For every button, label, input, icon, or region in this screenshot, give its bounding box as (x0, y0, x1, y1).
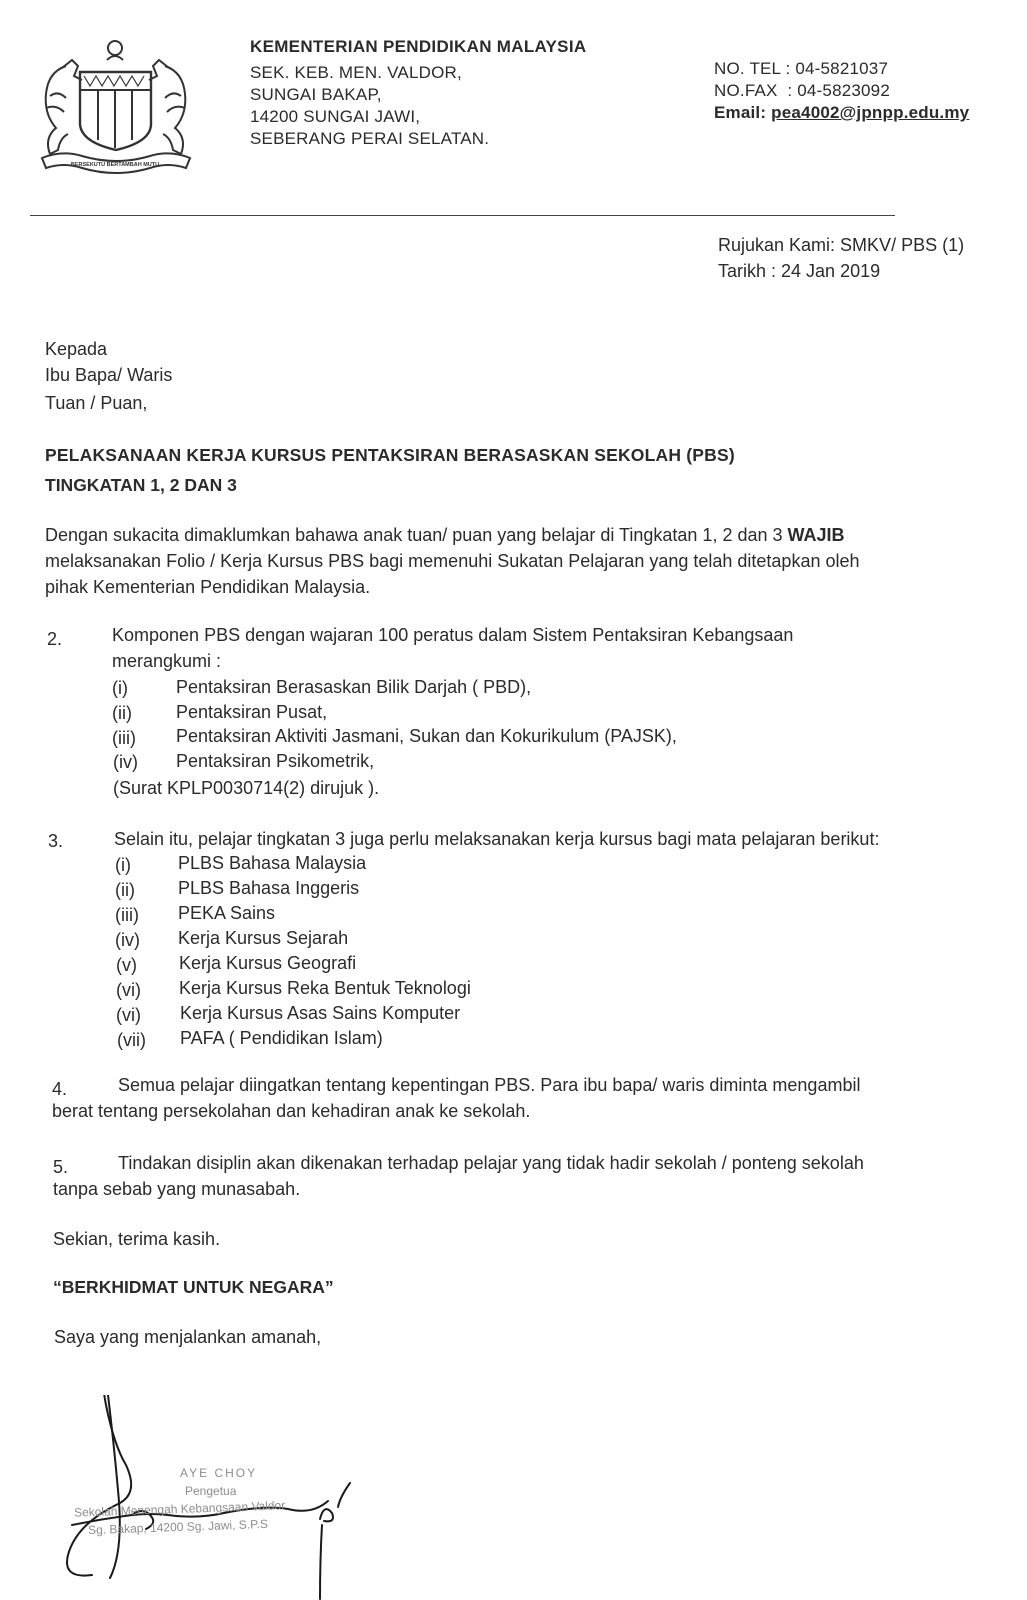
paragraph-line: Komponen PBS dengan wajaran 100 peratus dalam Sistem Pentaksiran Kebangsaan (112, 625, 794, 645)
paragraph-number: 2. (47, 629, 63, 649)
citation-note: (Surat KPLP0030714(2) dirujuk ). (113, 778, 380, 798)
letter-date: Tarikh : 24 Jan 2019 (718, 261, 881, 281)
list-item: Pentaksiran Pusat, (176, 702, 328, 722)
coat-of-arms-crest (28, 38, 203, 176)
stamp-title: Pengetua (185, 1484, 237, 1498)
closing-motto: “BERKHIDMAT UNTUK NEGARA” (53, 1277, 334, 1297)
list-item: Kerja Kursus Reka Bentuk Teknologi (179, 978, 471, 998)
list-number: (ii) (112, 703, 132, 723)
paragraph-line: Selain itu, pelajar tingkatan 3 juga perlu melaksanakan kerja kursus bagi mata pelajaran berikut: (114, 829, 880, 849)
paragraph-line: Semua pelajar diingatkan tentang kepentingan PBS. Para ibu bapa/ waris diminta mengambil (118, 1075, 861, 1095)
intro-text: Dengan sukacita dimaklumkan bahawa anak tuan/ puan yang belajar di Tingkatan 1, 2 dan 3 (45, 525, 788, 545)
list-number: (i) (112, 678, 128, 698)
stamp-school: Sekolah Menengah Kebangsaan Valdor (73, 1498, 286, 1520)
list-item: Pentaksiran Psikometrik, (176, 751, 375, 771)
paragraph-number: 5. (53, 1157, 69, 1177)
list-number: (iii) (115, 905, 139, 925)
subject-line: PELAKSANAAN KERJA KURSUS PENTAKSIRAN BERASASKAN SEKOLAH (PBS) (45, 445, 735, 465)
recipient-line: Kepada (45, 339, 108, 359)
list-item: Kerja Kursus Asas Sains Komputer (180, 1003, 461, 1023)
address-line: SEBERANG PERAI SELATAN. (250, 129, 490, 148)
paragraph-line: Tindakan disiplin akan dikenakan terhadap pelajar yang tidak hadir sekolah / ponteng sekolah (118, 1153, 864, 1173)
list-number: (vii) (117, 1030, 146, 1050)
list-number: (i) (115, 855, 131, 875)
stamp-name: AYE CHOY (180, 1466, 258, 1480)
reference-number: Rujukan Kami: SMKV/ PBS (1) (718, 235, 965, 255)
list-number: (iii) (112, 728, 136, 748)
address-line: SUNGAI BAKAP, (250, 85, 382, 104)
svg-text:BERSEKUTU BERTAMBAH MUTU: BERSEKUTU BERTAMBAH MUTU (70, 162, 160, 168)
paragraph-number: 4. (52, 1079, 68, 1099)
list-number: (iv) (115, 930, 140, 950)
paragraph-line: tanpa sebab yang munasabah. (53, 1179, 301, 1199)
telephone-number: NO. TEL : 04-5821037 (714, 59, 889, 78)
fax-number: NO.FAX : 04-5823092 (714, 81, 890, 100)
paragraph-line: berat tentang persekolahan dan kehadiran anak ke sekolah. (52, 1101, 531, 1121)
stamp-address: Sg. Bakap, 14200 Sg. Jawi, S.P.S (87, 1516, 269, 1538)
list-number: (ii) (115, 880, 135, 900)
address-line: SEK. KEB. MEN. VALDOR, (250, 63, 462, 82)
recipient-line: Tuan / Puan, (45, 393, 148, 413)
intro-line: melaksanakan Folio / Kerja Kursus PBS bagi memenuhi Sukatan Pelajaran yang telah ditetapkan oleh (45, 551, 860, 571)
list-number: (vi) (116, 1005, 141, 1025)
paragraph-line: merangkumi : (112, 651, 222, 671)
subject-line: TINGKATAN 1, 2 DAN 3 (45, 475, 237, 495)
list-item: Pentaksiran Aktiviti Jasmani, Sukan dan Kokurikulum (PAJSK), (176, 726, 677, 746)
list-item: PLBS Bahasa Malaysia (178, 853, 367, 873)
paragraph-number: 3. (48, 831, 64, 851)
address-line: 14200 SUNGAI JAWI, (250, 107, 421, 126)
list-item: PLBS Bahasa Inggeris (178, 878, 360, 898)
list-item: Kerja Kursus Geografi (179, 953, 357, 973)
list-item: Kerja Kursus Sejarah (178, 928, 349, 948)
email-line (714, 102, 969, 124)
email-link[interactable]: pea4002@jpnpp.edu.my (771, 103, 970, 122)
list-number: (v) (116, 955, 137, 975)
intro-line (45, 524, 845, 546)
list-number: (vi) (116, 980, 141, 1000)
recipient-line: Ibu Bapa/ Waris (45, 365, 173, 385)
letterhead-divider (30, 215, 895, 216)
ministry-name: KEMENTERIAN PENDIDIKAN MALAYSIA (250, 37, 587, 56)
intro-emphasis: WAJIB (787, 525, 845, 545)
list-item: Pentaksiran Berasaskan Bilik Darjah ( PBD), (176, 677, 532, 697)
closing-signoff: Saya yang menjalankan amanah, (54, 1327, 322, 1347)
intro-line: pihak Kementerian Pendidikan Malaysia. (45, 577, 371, 597)
list-item: PAFA ( Pendidikan Islam) (180, 1028, 383, 1048)
list-item: PEKA Sains (178, 903, 276, 923)
email-label: Email: (714, 103, 772, 122)
closing-thanks: Sekian, terima kasih. (53, 1229, 221, 1249)
list-number: (iv) (113, 752, 138, 772)
